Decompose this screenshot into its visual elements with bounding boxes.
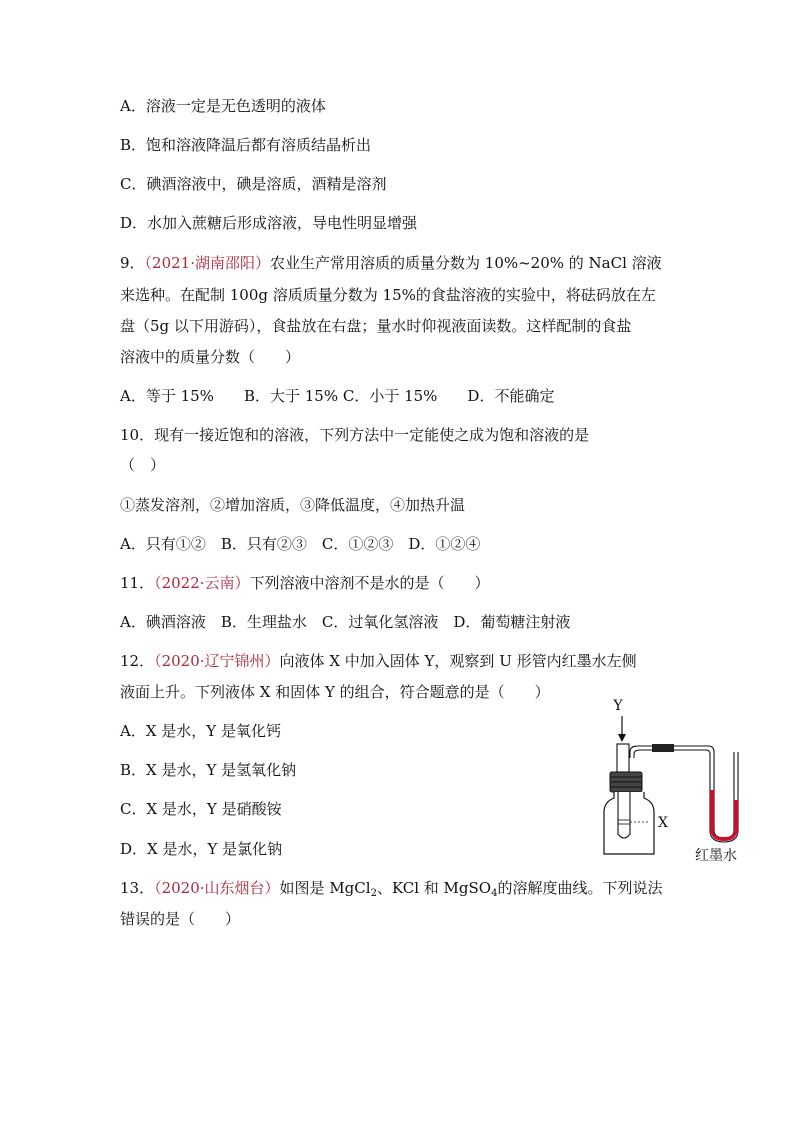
q12-option-d: D．X 是水，Y 是氯化钠 [120, 840, 283, 858]
q11-text: 下列溶液中溶剂不是水的是（ ） [249, 574, 490, 592]
q8-option-c: C．碘酒溶液中，碘是溶质，酒精是溶剂 [120, 175, 387, 193]
q12-text: 向液体 X 中加入固体 Y，观察到 U 形管内红墨水左侧 [279, 652, 637, 670]
q9-text: 农业生产常用溶质的质量分数为 10%~20% 的 NaCl 溶液 [270, 254, 662, 272]
q13-text-mid1: 、KCl 和 MgSO [376, 879, 492, 897]
q8-option-d: D．水加入蔗糖后形成溶液，导电性明显增强 [120, 214, 418, 232]
q13-stem-line2: 错误的是（ ） [120, 910, 241, 928]
q13-subscript-4: 4 [491, 888, 498, 899]
q9-source: （2021·湖南邵阳） [144, 254, 270, 272]
q9-stem-line2: 来选种。在配制 100g 溶质质量分数为 15%的食盐溶液的实验中，将砝码放在左 [120, 286, 656, 304]
q10-options: A．只有①② B．只有②③ C．①②③ D．①②④ [120, 535, 481, 553]
delivery-tube-inner [634, 750, 710, 764]
label-red-ink: 红墨水 [695, 848, 737, 864]
q9-stem-line1 [120, 252, 662, 274]
q12-source: （2020·辽宁锦州） [154, 652, 280, 670]
q12-stem-line2: 液面上升。下列液体 X 和固体 Y 的组合，符合题意的是（ ） [120, 683, 550, 701]
q12-option-b: B．X 是水，Y 是氢氧化钠 [120, 761, 297, 779]
q8-option-a: A．溶液一定是无色透明的液体 [120, 97, 326, 115]
q12-stem-line1 [120, 650, 637, 672]
q12-number: 12． [120, 652, 155, 670]
q11-number: 11． [120, 574, 155, 592]
q11-options: A．碘酒溶液 B．生理盐水 C．过氧化氢溶液 D．葡萄糖注射液 [120, 613, 571, 631]
q10-stem-line2: （ ） [120, 456, 166, 474]
apparatus-figure [596, 694, 756, 864]
q10-methods: ①蒸发溶剂，②增加溶质，③降低温度，④加热升温 [120, 496, 466, 514]
u-tube-inner [714, 752, 734, 838]
flask-body [604, 792, 654, 854]
q9-number: 9． [120, 254, 145, 272]
q13-text-mid2: 的溶解度曲线。下列说法 [497, 879, 663, 897]
red-ink-left-column [710, 790, 714, 834]
label-y: Y [613, 698, 623, 714]
q13-subscript-2: 2 [370, 888, 377, 899]
red-ink-right-column [734, 800, 738, 834]
q11-stem [120, 572, 490, 594]
q9-stem-line3: 盘（5g 以下用游码），食盐放在右盘；量水时仰视液面读数。这样配制的食盐 [120, 317, 632, 335]
label-x: X [658, 815, 668, 831]
q9-stem-line4: 溶液中的质量分数（ ） [120, 348, 301, 366]
rubber-connector [652, 744, 674, 752]
q10-stem-line1: 10．现有一接近饱和的溶液，下列方法中一定能使之成为饱和溶液的是 [120, 426, 590, 444]
q12-option-a: A．X 是水，Y 是氧化钙 [120, 722, 281, 740]
apparatus-diagram [596, 694, 756, 864]
q9-options: A．等于 15% B．大于 15% C．小于 15% D．不能确定 [120, 387, 555, 405]
q11-source: （2022·云南） [154, 574, 250, 592]
q8-option-b: B．饱和溶液降温后都有溶质结晶析出 [120, 136, 372, 154]
q13-number: 13． [120, 879, 155, 897]
q13-stem-line1 [120, 877, 662, 899]
q13-source: （2020·山东烟台） [154, 879, 280, 897]
arrow-head [618, 734, 626, 742]
funnel-tube [617, 744, 629, 772]
q13-text-pre: 如图是 MgCl [279, 879, 371, 897]
q12-option-c: C．X 是水，Y 是硝酸铵 [120, 800, 282, 818]
